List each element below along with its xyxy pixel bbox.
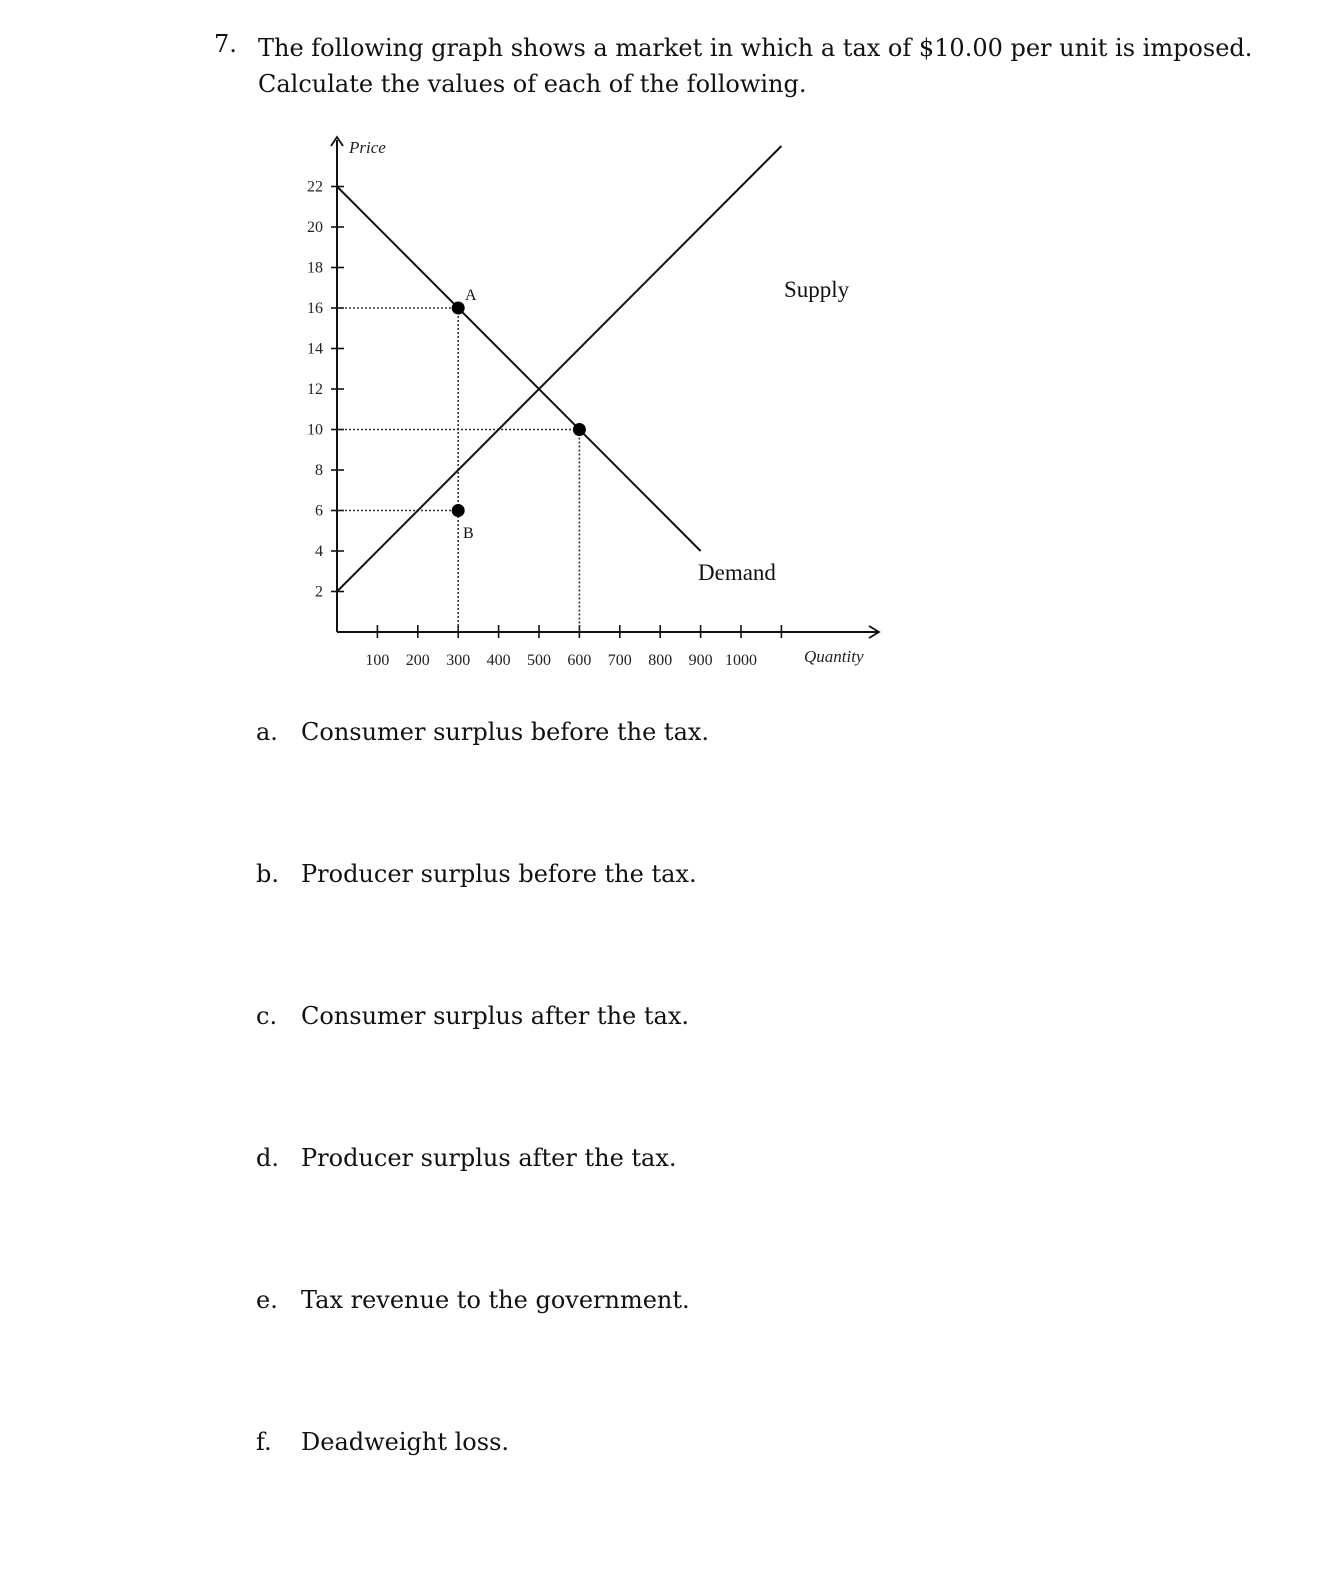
chart-labels (307, 138, 864, 669)
x-tick-label: 700 (607, 652, 632, 669)
x-tick-label: 100 (365, 652, 390, 669)
x-axis-title: Quantity (804, 647, 864, 666)
question-number: 7. (214, 30, 237, 58)
item-text: Consumer surplus after the tax. (301, 1002, 689, 1030)
item-letter: e. (256, 1286, 278, 1314)
y-tick-label: 6 (315, 502, 323, 520)
question-item-d (256, 1144, 677, 1172)
x-tick-label: 900 (688, 652, 713, 669)
x-tick-label: 400 (486, 652, 511, 669)
item-text: Tax revenue to the government. (301, 1286, 690, 1314)
point-b (452, 504, 465, 517)
y-tick-label: 18 (307, 259, 323, 277)
x-tick-label: 600 (567, 652, 592, 669)
y-tick-label: 2 (315, 583, 323, 601)
x-tick-label: 200 (405, 652, 430, 669)
item-letter: c. (256, 1002, 278, 1030)
chart-axes (331, 137, 879, 638)
item-letter: f. (256, 1428, 272, 1456)
x-tick-label: 1000 (725, 652, 757, 669)
y-tick-label: 14 (307, 340, 323, 358)
equilibrium-point (573, 423, 586, 436)
x-tick-label: 800 (648, 652, 673, 669)
item-letter: d. (256, 1144, 279, 1172)
point-a-label: A (465, 287, 477, 304)
item-letter: a. (256, 718, 278, 746)
item-text: Producer surplus after the tax. (301, 1144, 677, 1172)
y-tick-label: 4 (315, 543, 323, 560)
demand-label: Demand (698, 560, 776, 585)
question-item-e (256, 1286, 690, 1314)
item-letter: b. (256, 860, 279, 888)
supply-curve (337, 146, 781, 592)
demand-curve (337, 187, 701, 552)
point-b-label: B (463, 525, 474, 542)
item-text: Deadweight loss. (301, 1428, 510, 1456)
y-tick-label: 12 (307, 381, 323, 398)
y-axis-title: Price (349, 138, 386, 157)
y-tick-label: 10 (307, 421, 323, 439)
question-item-f (256, 1428, 509, 1456)
curves (337, 146, 781, 592)
x-tick-label: 300 (446, 652, 471, 669)
supply-demand-chart (0, 0, 1342, 700)
y-tick-label: 16 (307, 300, 323, 317)
y-tick-label: 8 (315, 462, 323, 479)
supply-label: Supply (784, 277, 850, 302)
question-item-b (256, 860, 697, 888)
y-tick-label: 22 (307, 178, 323, 196)
question-item-a (256, 718, 709, 746)
item-text: Consumer surplus before the tax. (301, 718, 710, 746)
item-text: Producer surplus before the tax. (301, 860, 697, 888)
question-item-c (256, 1002, 689, 1030)
y-tick-label: 20 (307, 219, 323, 236)
question-text: The following graph shows a market in which a tax of $10.00 per unit is imposed. Calculate the values of each of the following. (258, 34, 1253, 98)
point-a (452, 302, 465, 315)
x-tick-label: 500 (527, 652, 551, 669)
